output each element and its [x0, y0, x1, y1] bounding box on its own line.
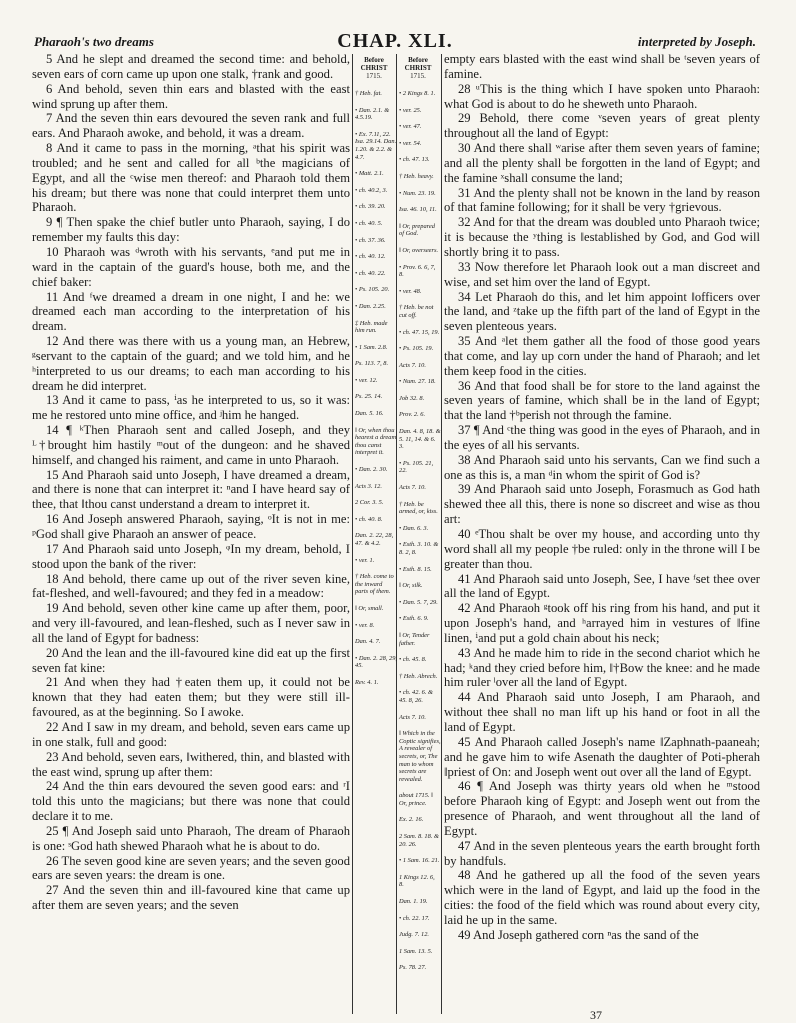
cross-reference: ‖ Or, small. [355, 604, 384, 612]
verse: 23 And behold, seven ears, ‖withered, thin, and blasted with the east wind, sprung up after them: [32, 749, 350, 779]
chapter-heading: CHAP. XLI. [337, 30, 453, 52]
verse: 16 And Joseph answered Pharaoh, saying, ᵒIt is not in me: ᵖGod shall give Pharaoh an answer of peace. [32, 512, 350, 541]
cross-reference: • Ps. 105. 20. [355, 286, 390, 294]
cross-reference: Acts 7. 10. [399, 713, 426, 721]
cross-reference: Dan. 2. 22, 28, 47. & 4.2. [355, 532, 394, 547]
cross-reference: • Ps. 105. 21, 22. [399, 459, 434, 475]
header-right-title: interpreted by Joseph. [637, 34, 756, 49]
verse: 25 ¶ And Joseph said unto Pharaoh, The dream of Pharaoh is one: ˢGod hath shewed Pharaoh what he is about to do. [32, 823, 350, 853]
cross-reference: ‖ Which in the Coptic signifies, A revealer of secrets, or, The man to whom secrets are revealed. [399, 730, 441, 783]
verse: 35 And ᵃlet them gather all the food of those good years that come, and lay up corn under the hand of Pharaoh; and let them keep food in the cities. [444, 334, 760, 378]
verse: 41 And Pharaoh said unto Joseph, See, I have ᶠset thee over all the land of Egypt. [444, 571, 760, 601]
verse: 46 ¶ And Joseph was thirty years old when he ᵐstood before Pharaoh king of Egypt: and Joseph went out from the presence of Pharaoh, and went throughout all the land of Egypt. [444, 779, 760, 838]
cross-reference: • Ex. 7.11, 22. Isa. 29.14. Dan. 1.20. & 2.2. & 4.7. [355, 130, 397, 161]
verse: empty ears blasted with the east wind shall be ᵗseven years of famine. [444, 52, 760, 81]
cross-reference: ‡ Heb. made him run. [355, 319, 388, 335]
verse: 13 And it came to pass, ⁱas he interpreted to us, so it was: me he restored unto mine office, and ʲhim he hanged. [32, 393, 350, 423]
running-header [34, 30, 756, 52]
verse: 40 ᵉThou shalt be over my house, and according unto thy word shall all my people †be ruled: only in the throne will I be greater than thou. [444, 527, 760, 571]
cross-reference: • Dan. 6. 3. [399, 524, 429, 532]
right-cross-references [399, 90, 441, 981]
cross-reference: • ch. 45. 8. [399, 656, 427, 664]
cross-reference: • ver. 54. [399, 139, 422, 147]
cross-reference: • Ps. 105. 19. [399, 345, 434, 353]
verse: 19 And behold, seven other kine came up after them, poor, and very ill-favoured, and lean-fleshed, such as I never saw in all the land of Egypt for badness: [32, 601, 350, 645]
cross-reference: Dan. 5. 16. [355, 410, 384, 418]
cross-reference: 2 Sam. 8. 18. & 20. 26. [399, 833, 439, 848]
cross-reference: • ch. 39. 20. [355, 203, 386, 211]
verse: 22 And I saw in my dream, and behold, seven ears came up in one stalk, full and good: [32, 719, 350, 749]
cross-reference: Dan. 4. 8, 18. & 5. 11, 14. & 6. 3. [399, 428, 441, 451]
chronology-left-label: Before CHRIST [360, 56, 388, 72]
verse: 45 And Pharaoh called Joseph's name ‖Zaphnath-paaneah; and he gave him to wife Asenath the daughter of Poti-pherah ‖priest of On: and Joseph went out over all the land of Egypt. [444, 734, 760, 779]
cross-reference: • ver. 48. [399, 287, 422, 295]
right-text-column [444, 52, 760, 1002]
verse: 7 And the seven thin ears devoured the seven rank and full ears. And Pharaoh awoke, and behold, it was a dream. [32, 111, 350, 141]
verse: 15 And Pharaoh said unto Joseph, I have dreamed a dream, and there is none that can interpret it: ⁿand I have heard say of thee, that ‖thou canst understand a dream to interpret it. [32, 467, 350, 512]
verse: 28 ᵘThis is the thing which I have spoken unto Pharaoh: what God is about to do he sheweth unto Pharaoh. [444, 81, 760, 111]
cross-reference: • Dan. 2. 30. [355, 466, 388, 474]
cross-reference: about 1715. ‖ Or, prince. [399, 792, 433, 807]
cross-reference: 1 Kings 12. 6, 8. [399, 873, 435, 889]
page-number: 37 [590, 1008, 602, 1022]
verse: 49 And Joseph gathered corn ⁿas the sand of the [458, 927, 699, 942]
cross-reference: Ps. 25. 14. [355, 393, 383, 401]
cross-reference: • ver. 47. [399, 123, 422, 131]
chronology-right-year: 1715. [410, 72, 426, 80]
cross-reference: † Heb. Abrech. [399, 672, 438, 680]
cross-reference: † Heb. come to the inward parts of them. [355, 573, 394, 596]
cross-reference: • 1 Sam. 2.8. [355, 343, 388, 351]
cross-reference: ‖ Or, Tender father. [399, 631, 430, 647]
cross-reference: • Esth. 6. 9. [399, 615, 429, 623]
cross-reference: • ch. 40. 22. [355, 269, 386, 277]
cross-reference: ‖ Or, when thou hearest a dream thou canst interpret it. [355, 426, 397, 457]
cross-reference: • ver. 8. [355, 621, 375, 629]
verse: 38 And Pharaoh said unto his servants, Can we find such a one as this is, a man ᵈin whom the spirit of God is? [444, 452, 760, 482]
cross-reference: • ch. 42. 6. & 45. 8, 26. [399, 689, 434, 704]
cross-reference: • Prov. 6. 6, 7, 8. [399, 263, 436, 279]
chronology-right [397, 56, 439, 80]
cross-reference: • ch. 47. 13. [399, 156, 430, 164]
cross-reference: Ps. 113. 7, 8. [355, 360, 389, 368]
verse: 20 And the lean and the ill-favoured kine did eat up the first seven fat kine: [32, 645, 350, 675]
cross-reference: • ch. 47. 15, 19. [399, 328, 440, 336]
cross-reference: † Heb. heavy. [399, 172, 434, 180]
verse: 36 And that food shall be for store to the land against the seven years of famine, which shall be in the land of Egypt; that the land †ᵇperish not through the famine. [444, 378, 760, 423]
cross-reference: • ch. 40. 8. [355, 515, 383, 523]
cross-reference: ‖ Or, silk. [399, 582, 423, 590]
verse: 9 ¶ Then spake the chief butler unto Pharaoh, saying, I do remember my faults this day: [32, 215, 350, 245]
cross-reference: • Num. 27. 18. [399, 378, 436, 386]
cross-reference: • Dan. 5. 7, 29. [399, 598, 438, 606]
chronology-left-year: 1715. [366, 72, 382, 80]
verse: 10 Pharaoh was ᵈwroth with his servants, ᵉand put me in ward in the captain of the guard's house, both me, and the chief baker: [32, 244, 350, 289]
cross-reference: Judg. 7. 12. [399, 931, 429, 939]
verse: 43 And he made him to ride in the second chariot which he had; ᵏand they cried before him, ‖†Bow the knee: and he made him ruler ˡover all the land of Egypt. [444, 645, 760, 690]
cross-reference: Ex. 2. 16. [399, 816, 424, 824]
cross-reference: • ch. 22. 17. [399, 914, 430, 922]
centre-reference-column [352, 54, 442, 1014]
verse: 42 And Pharaoh ᵍtook off his ring from his hand, and put it upon Joseph's hand, and ʰarrayed him in vestures of ‖fine linen, ⁱand put a gold chain about his neck; [444, 601, 760, 645]
verse: 24 And the thin ears devoured the seven good ears: and ʳI told this unto the magicians; but there was none that could declare it to me. [32, 779, 350, 824]
cross-reference: • 1 Sam. 16. 21. [399, 857, 440, 865]
cross-reference: • Num. 23. 19. [399, 189, 436, 197]
cross-reference: Dan. 4. 7. [355, 638, 381, 646]
cross-reference: † Heb. be not cut off. [399, 304, 434, 319]
verse: 21 And when they had †eaten them up, it could not be known that they had eaten them; but they were still ill-favoured, as at the beginning. So I awoke. [32, 675, 350, 720]
cross-reference: • ver. 1. [355, 556, 375, 564]
verse: 30 And there shall ʷarise after them seven years of famine; and all the plenty shall be forgotten in the land of Egypt; and the famine ˣshall consume the land; [444, 141, 760, 185]
cross-reference: • ver. 25. [399, 106, 422, 114]
cross-reference: Isa. 46. 10, 11. [399, 206, 437, 214]
cross-reference: Acts 7. 10. [399, 361, 426, 369]
cross-reference: 1 Sam. 13. 5. [399, 947, 433, 955]
cross-reference: Rev. 4. 1. [355, 678, 379, 686]
cross-reference: • Matt. 2.1. [355, 170, 384, 178]
cross-reference: Dan. 1. 19. [399, 898, 428, 906]
verse: 32 And for that the dream was doubled unto Pharaoh twice; it is because the ʸthing is ‖established by God, and God will shortly bring it to pass. [444, 215, 760, 259]
cross-reference: Ps. 78. 27. [399, 964, 427, 972]
verse: 33 Now therefore let Pharaoh look out a man discreet and wise, and set him over the land of Egypt. [444, 259, 760, 289]
cross-reference: • 2 Kings 8. 1. [399, 90, 436, 97]
cross-reference: • Esth. 8. 15. [399, 565, 432, 573]
verse: 27 And the seven thin and ill-favoured kine that came up after them are seven years; and the seven [32, 883, 350, 913]
verse: 29 Behold, there come ᵛseven years of great plenty throughout all the land of Egypt: [444, 111, 760, 141]
verse: 34 Let Pharaoh do this, and let him appoint ‖officers over the land, and ᶻtake up the fifth part of the land of Egypt in the seven plenteous years. [444, 289, 760, 334]
cross-reference: • ch. 40.2, 3. [355, 186, 388, 194]
cross-reference: Job 32. 8. [399, 394, 425, 402]
cross-reference: Acts 7. 10. [399, 484, 426, 492]
cross-reference: 2 Cor. 3. 5. [355, 499, 384, 507]
verse: 31 And the plenty shall not be known in the land by reason of that famine following; for it shall be very †grievous. [444, 185, 760, 215]
verse: 37 ¶ And ᶜthe thing was good in the eyes of Pharaoh, and in the eyes of all his servants. [444, 423, 760, 452]
verse: 44 And Pharaoh said unto Joseph, I am Pharaoh, and without thee shall no man lift up his hand or foot in all the land of Egypt. [444, 690, 760, 734]
chronology-right-label: Before CHRIST [404, 56, 432, 72]
verse: 5 And he slept and dreamed the second time: and behold, seven ears of corn came up upon one stalk, †rank and good. [32, 52, 350, 81]
verse: 12 And there was there with us a young man, an Hebrew, ᵍservant to the captain of the guard; and we told him, and he ʰinterpreted to us our dreams; to each man according to his dream he did interpret. [32, 334, 350, 393]
verse: 11 And ᶠwe dreamed a dream in one night, I and he: we dreamed each man according to the interpretation of his dream. [32, 289, 350, 334]
verse: 47 And in the seven plenteous years the earth brought forth by handfuls. [444, 838, 760, 868]
verse: 14 ¶ ᵏThen Pharaoh sent and called Joseph, and they ᴸ†brought him hastily ᵐout of the dungeon: and he shaved himself, and changed his raiment, and came in unto Pharaoh. [32, 423, 350, 467]
cross-reference: † Heb. be armed, or, kiss. [399, 500, 438, 516]
cross-reference: • ver. 12. [355, 376, 378, 384]
verse: 8 And it came to pass in the morning, ᵃthat his spirit was troubled; and he sent and called for all ᵇthe magicians of Egypt, and all the ᶜwise men thereof: and Pharaoh told them his dream; but there was none that could interpret them unto Pharaoh. [32, 141, 350, 215]
left-cross-references [355, 90, 397, 696]
cross-reference: • ch. 40. 12. [355, 253, 386, 261]
verse: 48 And he gathered up all the food of the seven years which were in the land of Egypt, and laid up the food in the cities: the food of the field which was round about every city, laid he up in the same. [444, 868, 760, 927]
verse: 18 And behold, there came up out of the river seven kine, fat-fleshed, and well-favoured; and they fed in a meadow: [32, 571, 350, 601]
cross-reference: • Esth. 3. 10. & 8. 2, 8. [399, 541, 439, 556]
cross-reference: ‖ Or, overseers. [399, 246, 439, 254]
cross-reference: Prov. 2. 6. [399, 411, 426, 419]
header-left-title: Pharaoh's two dreams [34, 34, 154, 49]
verse: 26 The seven good kine are seven years; and the seven good ears are seven years: the dream is one. [32, 853, 350, 883]
verse: 6 And behold, seven thin ears and blasted with the east wind sprung up after them. [32, 81, 350, 111]
cross-reference: • Dan. 2.25. [355, 302, 386, 310]
cross-reference: † Heb. fat. [355, 90, 382, 97]
cross-reference: • ch. 40. 5. [355, 219, 383, 227]
chronology-left [353, 56, 395, 80]
left-text-column [32, 52, 350, 1002]
verse: 17 And Pharaoh said unto Joseph, ᵠIn my dream, behold, I stood upon the bank of the river: [32, 541, 350, 571]
cross-reference: • Dan. 2.1. & 4.5.19. [355, 106, 390, 122]
cross-reference: • ch. 37. 36. [355, 236, 386, 244]
cross-reference: • Dan. 2. 28, 29, 45. [355, 654, 398, 670]
cross-reference: ‖ Or, prepared of God. [399, 222, 435, 238]
verse: 39 And Pharaoh said unto Joseph, Forasmuch as God hath shewed thee all this, there is none so discreet and wise as thou art: [444, 482, 760, 527]
cross-reference: Acts 3. 12. [355, 482, 382, 490]
